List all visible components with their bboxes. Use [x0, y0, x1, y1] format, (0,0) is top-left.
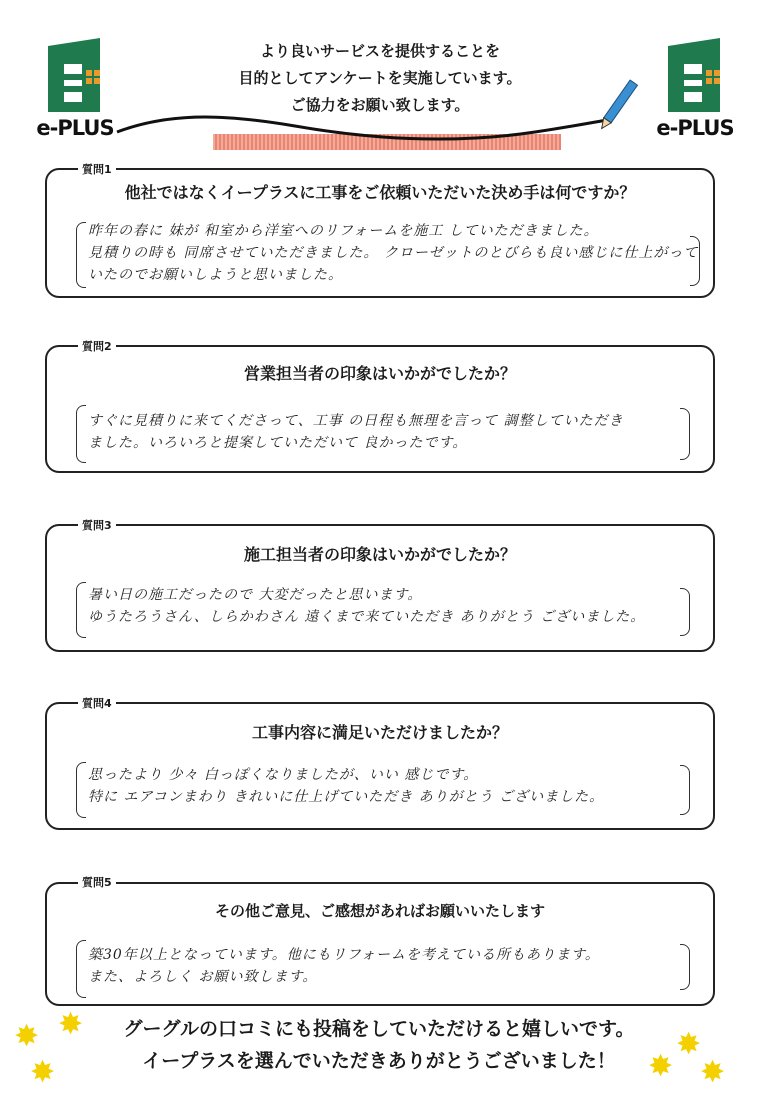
question-label-3: 質問3: [78, 517, 116, 533]
flower-icon: ✸: [58, 1007, 84, 1042]
question-title-2: 営業担当者の印象はいかがでしたか？: [243, 364, 516, 383]
answer-bracket: [76, 940, 86, 998]
flower-icon: ✸: [700, 1055, 726, 1090]
answer-line: 暑い日の施工だったので 大変だったと思います。: [88, 587, 423, 603]
closing-line-2: イープラスを選んでいただきありがとうございました！: [142, 1050, 616, 1072]
intro-line: 目的としてアンケートを実施しています。: [238, 69, 522, 87]
answer-line: 見積りの時も 同席させていただきました。 クローゼットのとびらも良い感じに仕上がって: [88, 245, 699, 261]
question-title-1: 他社ではなくイープラスに工事をご依頼いただいた決め手は何ですか？: [124, 183, 636, 202]
flower-icon: ✸: [676, 1027, 702, 1062]
answer-bracket: [76, 222, 86, 288]
answer-3: [88, 584, 698, 628]
answer-line: 築30年以上となっています。他にもリフォームを考えている所もあります。: [88, 947, 600, 963]
eplus-logo-right: [650, 36, 740, 146]
answer-5: [88, 944, 698, 988]
answer-line: 思ったより 少々 白っぽくなりましたが、いい 感じです。: [88, 767, 479, 783]
flower-icon: ✸: [648, 1049, 674, 1084]
answer-line: ゆうたろうさん、しらかわさん 遠くまで来ていただき ありがとう ございました。: [88, 609, 646, 625]
eplus-logo-left: [30, 36, 120, 146]
closing-line-1: グーグルの口コミにも投稿をしていただけると嬉しいです。: [123, 1018, 635, 1040]
answer-line: いたのでお願いしようと思いました。: [88, 267, 343, 283]
question-title-3: 施工担当者の印象はいかがでしたか？: [243, 545, 516, 564]
flower-icon: ✸: [30, 1055, 56, 1090]
answer-line: すぐに見積りに来てくださって、工事 の日程も無理を言って 調整していただき: [88, 413, 624, 429]
intro-line: ご協力をお願い致します。: [290, 96, 470, 114]
logo-text: e-PLUS: [36, 116, 114, 140]
question-label-2: 質問2: [78, 338, 116, 354]
answer-bracket: [76, 762, 86, 818]
eplus-logo-icon: [30, 36, 120, 116]
answer-line: 昨年の春に 妹が 和室から洋室へのリフォームを施工 していただきました。: [88, 223, 599, 239]
flower-icon: ✸: [14, 1019, 40, 1054]
question-label-4: 質問4: [78, 695, 116, 711]
intro-text: [200, 38, 560, 119]
intro-line: より良いサービスを提供することを: [259, 42, 500, 60]
logo-text: e-PLUS: [656, 116, 734, 140]
eplus-logo-icon: [650, 36, 740, 116]
answer-line: ました。いろいろと提案していただいて 良かったです。: [88, 435, 468, 451]
answer-4: [88, 764, 698, 808]
answer-bracket: [76, 405, 86, 463]
question-label-5: 質問5: [78, 874, 116, 890]
answer-line: また、よろしく お願い致します。: [88, 969, 318, 985]
answer-bracket: [76, 582, 86, 638]
question-title-5: その他ご意見、ご感想があればお願いいたします: [214, 902, 545, 920]
question-label-1: 質問1: [78, 161, 116, 177]
question-title-4: 工事内容に満足いただけましたか？: [251, 723, 508, 742]
answer-2: [88, 410, 698, 454]
answer-1: [88, 220, 698, 286]
answer-line: 特に エアコンまわり きれいに仕上げていただき ありがとう ございました。: [88, 789, 605, 805]
